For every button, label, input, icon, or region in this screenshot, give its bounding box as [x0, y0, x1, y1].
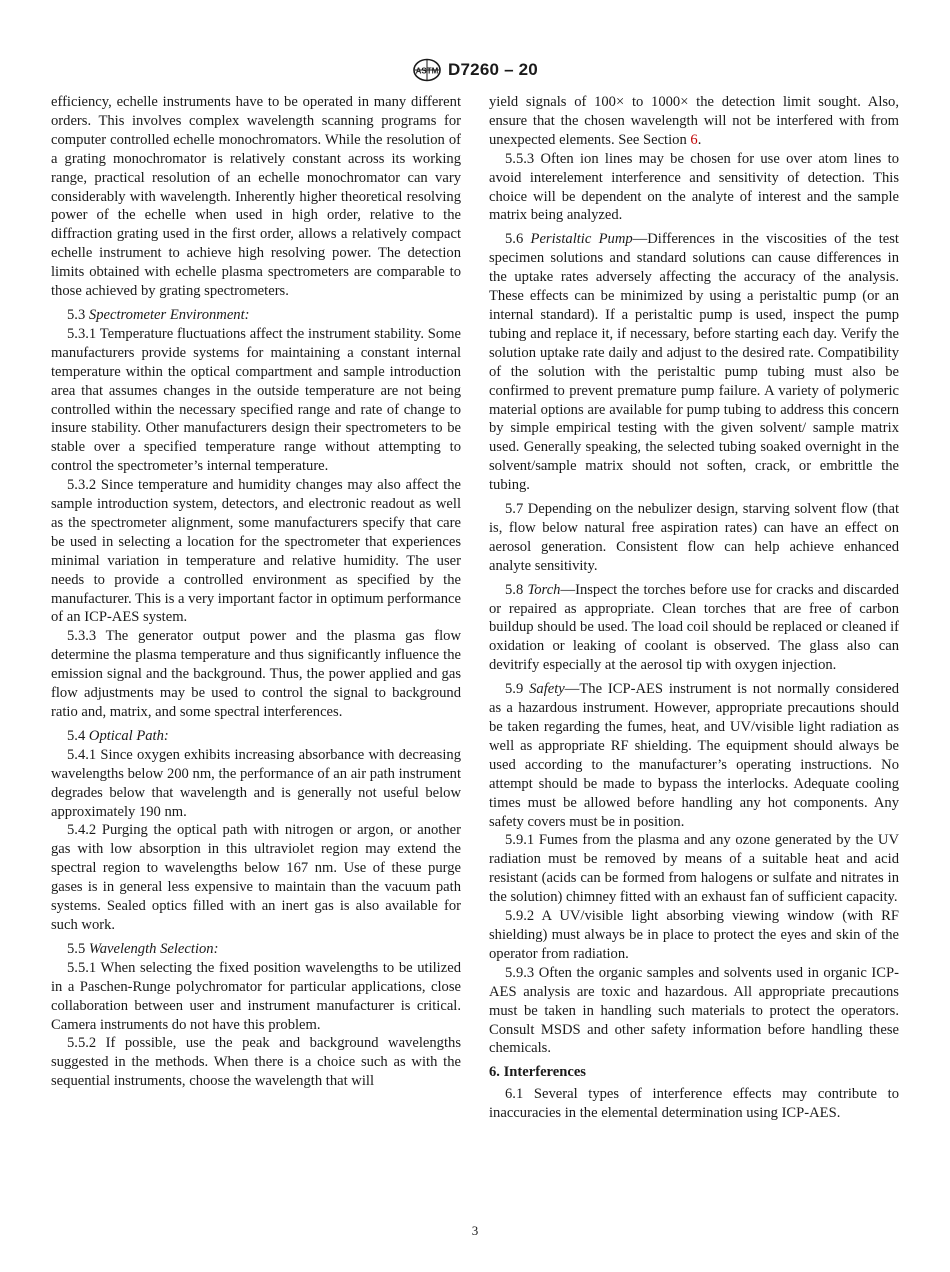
paragraph-5-9-2: 5.9.2 A UV/visible light absorbing viewing window (with RF shielding) must always be in place to protect the eyes and skin of the operator from radiation. [489, 908, 899, 962]
paragraph-6-1: 6.1 Several types of interference effects may contribute to inaccuracies in the elemental determination using ICP-AES. [489, 1086, 899, 1122]
section-title: Torch [527, 581, 561, 598]
page-header [0, 57, 950, 83]
paragraph-5-3-1: 5.3.1 Temperature fluctuations affect the instrument stability. Some manufacturers provide systems for maintaining a constant internal temperature within the optical compartment and sample introduction area that assumes changes in the outside temperature are not being controlled within the necessary specified range and rate of change to insure stability. Other manufacturers design their spectrometers to be stable over a specified temperature range without attempting to control the spectrometer’s internal temperature. [51, 325, 461, 475]
section-title: Safety [529, 681, 565, 698]
section-text: —The ICP-AES instrument is not normally considered as a hazardous instrument. However, appropriate precautions should be taken regarding the fumes, heat, and UV/visible light radiation as well as appropriate RF shielding. The equipment should always be used according to the manufacturer’s operating instructions. No attempt should be made to bypass the interlocks. Adequate cooling times must be allowed before handling any hot components. Any safety covers must be in position. [489, 681, 899, 830]
paragraph-5-4-1: 5.4.1 Since oxygen exhibits increasing absorbance with decreasing wavelengths below 200 nm, the performance of an air path instrument degrades below that wavelength and is generally not useful below approximately 190 nm. [51, 746, 461, 820]
paragraph-5-9-3: 5.9.3 Often the organic samples and solvents used in organic ICP-AES analysis are toxic and hazardous. All appropriate precautions must be taken in handling such materials to protect the operators. Consult MSDS and other safety information before handling these chemicals. [489, 964, 899, 1057]
section-number: 5.4 [67, 727, 86, 744]
paragraph-continuation [489, 93, 899, 150]
logo-text: ASTM [415, 66, 439, 76]
section-number: 5.5 [67, 940, 86, 957]
section-6-heading: 6. Interferences [489, 1064, 586, 1081]
paragraph-5-8 [489, 581, 899, 676]
paragraph-5-9 [489, 680, 899, 831]
paragraph-5-6 [489, 230, 899, 495]
paragraph-5-7: 5.7 Depending on the nebulizer design, starving solvent flow (that is, flow below natural free aspiration rates) can have an effect on aerosol generation. Consistent flow can help achieve enhanced analyte sensitivity. [489, 501, 899, 574]
left-column [51, 93, 461, 1091]
paragraph-5-5-1: 5.5.1 When selecting the fixed position wavelengths to be utilized in a Paschen-Runge polychromator for particular applications, close collaboration between user and instrument manufacturer is critical. Camera instruments do not have this problem. [51, 959, 461, 1033]
continuation-text: yield signals of 100× to 1000× the detection limit sought. Also, ensure that the chosen wavelength will not be interfered with from unexpected elements. See Section [489, 94, 899, 148]
page-number: 3 [471, 1223, 479, 1238]
paragraph-5-4-2: 5.4.2 Purging the optical path with nitrogen or argon, or another gas with low absorption in this ultraviolet region may extend the spectral region to wavelengths below 167 nm. Use of these purge gases is in general less expensive to maintain than the vacuum path systems. Sealed optics filled with an inert gas is also available for such work. [51, 822, 461, 933]
paragraph-5-9-1: 5.9.1 Fumes from the plasma and any ozone generated by the UV radiation must be removed by means of a suitable heat and acid resistant (acids can be formed from halogens or sulfate and nitrates in the solution) chimney fitted with an exhaust fan of sufficient capacity. [489, 832, 899, 906]
paragraph-5-3-3: 5.3.3 The generator output power and the plasma gas flow determine the plasma temperature and thus significantly influence the emission signal and the background. Thus, the power applied and gas flow adjustments may be used to control the signal to background ratio and, matrix, and some spectral interferences. [51, 628, 461, 720]
section-number: 5.8 [505, 581, 524, 598]
section-title: Wavelength Selection: [88, 940, 219, 957]
right-column [489, 93, 899, 1123]
paragraph-5-5-3: 5.5.3 Often ion lines may be chosen for use over atom lines to avoid interelement interference and sensitivity of detection. This choice will be dependent on the analyte of interest and the sample matrix being analyzed. [489, 150, 899, 224]
document-designation: D7260 – 20 [448, 60, 538, 79]
section-text: —Inspect the torches before use for cracks and discarded or repaired as appropriate. Clean torches that are free of carbon buildup should be used. The load coil should be replaced or cleaned if oxidation or leaking of coolant is observed. The glass also can devitrify especially at the aerosol tip with oxygen injection. [489, 581, 899, 674]
continuation-end: . [697, 131, 702, 148]
paragraph-5-5-2: 5.5.2 If possible, use the peak and background wavelengths suggested in the methods. When there is a choice such as with the sequential instruments, choose the wavelength that will [51, 1035, 461, 1090]
section-5-5-heading [51, 940, 461, 959]
section-title: Spectrometer Environment: [88, 306, 250, 323]
section-5-3-heading [51, 306, 461, 325]
paragraph-5-3-2: 5.3.2 Since temperature and humidity changes may also affect the sample introduction system, detectors, and electronic readout as well as the spectrometer alignment, some manufacturers specify that care be used in selecting a location for the spectrometer that experiences minimal variation in temperature and relative humidity. The user needs to provide a controlled environment as specified by the manufacturer. This is a very important factor in optimum performance of an ICP-AES system. [51, 477, 461, 626]
astm-logo-icon [412, 58, 442, 82]
section-text: —Differences in the viscosities of the test specimen solutions and standard solutions can cause differences in the uptake rates adversely affecting the accuracy of the analysis. These effects can be minimized by using a peristaltic pump (or an internal standard). If a peristaltic pump is used, inspect the pump tubing and replace it, if necessary, before starting each day. Verify the solution uptake rate daily and adjust to the desired rate. Compatibility of the solution with the peristaltic pump tubing must also be confirmed to prevent premature pump failure. A variety of polymeric material options are available for pump tubing to address this concern by simple empirical testing with the given solvent/ sample matrix used. Generally speaking, the selected tubing soaked overnight in the solvent/sample matrix should not soften, crack, or embrittle the tubing. [489, 231, 899, 494]
section-6-link[interactable]: 6 [690, 131, 698, 148]
section-title: Optical Path: [88, 727, 169, 744]
section-title: Peristaltic Pump [530, 231, 633, 248]
section-number: 5.9 [505, 681, 524, 698]
section-5-4-heading [51, 727, 461, 746]
section-number: 5.3 [67, 306, 86, 323]
section-number: 5.6 [505, 231, 524, 248]
paragraph-continuation: efficiency, echelle instruments have to be operated in many different orders. This involves complex wavelength scanning programs for computer controlled echelle monochromators. While the resolution of a grating monochromator is relatively constant across its working range, practical resolution of an echelle monochromator can vary considerably with wavelength. Inherently higher theoretical resolving power of the echelle when used in high order, relative to the diffraction grating used in the first order, allows a relatively compact echelle instrument to achieve high resolving power. The detection limits obtained with echelle plasma spectrometers are comparable to those achieved by grating spectrometers. [51, 94, 461, 300]
